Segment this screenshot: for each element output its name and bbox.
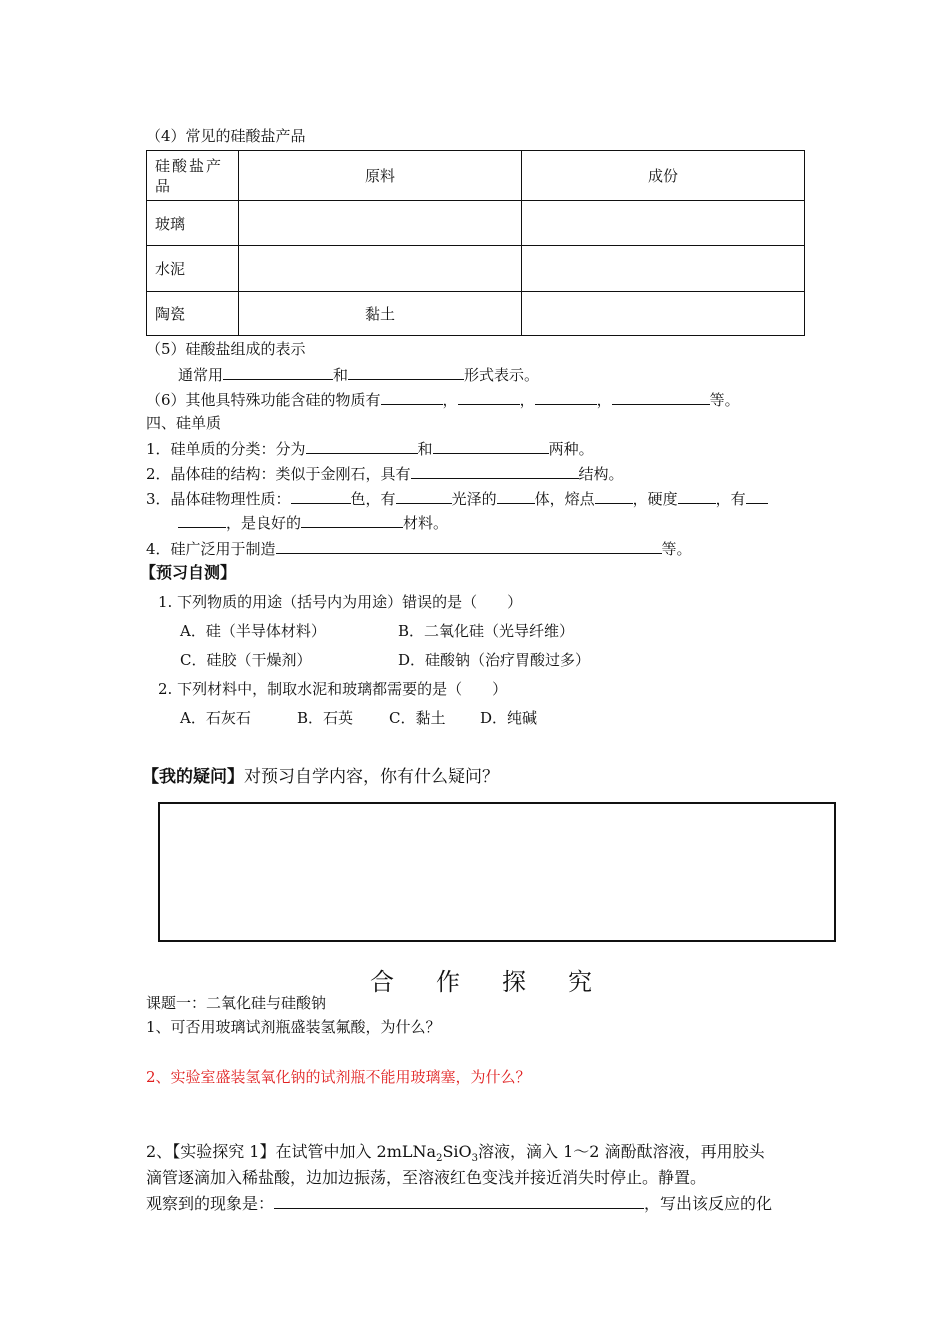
item-3-cont: ，是良好的 材料。 xyxy=(178,512,448,533)
part-4-title: 四、硅单质 xyxy=(146,414,222,432)
blank-8[interactable] xyxy=(301,512,403,528)
q2-stem: 2. 下列材料中，制取水泥和玻璃都需要的是（ ） xyxy=(158,680,508,698)
blank-1[interactable] xyxy=(381,389,443,405)
blank-1[interactable] xyxy=(306,438,418,454)
row-composition[interactable] xyxy=(522,292,805,336)
section-4-title: （4）常见的硅酸盐产品 xyxy=(146,127,306,145)
blank-2[interactable] xyxy=(458,389,520,405)
blank-1[interactable] xyxy=(223,364,333,380)
header-material: 原料 xyxy=(239,151,522,201)
q1-option-c[interactable]: C．硅胶（干燥剂） xyxy=(180,651,312,669)
topic-question-1: 1、可否用玻璃试剂瓶盛装氢氟酸，为什么？ xyxy=(146,1018,441,1036)
q1-option-a[interactable]: A．硅（半导体材料） xyxy=(180,622,326,640)
blank-1[interactable] xyxy=(276,538,662,554)
self-test-title: 【预习自测】 xyxy=(140,563,237,582)
header-composition: 成份 xyxy=(522,151,805,201)
section-6-line: （6）其他具特殊功能含硅的物质有 ， ， ， 等。 xyxy=(146,391,740,409)
blank-2[interactable] xyxy=(396,488,452,504)
row-product: 水泥 xyxy=(147,246,239,292)
q2-option-a[interactable]: A．石灰石 xyxy=(180,709,251,727)
row-material: 黏土 xyxy=(239,292,522,336)
blank-3[interactable] xyxy=(535,389,597,405)
table-header-row xyxy=(147,151,805,201)
item-3: 3．晶体硅物理性质： 色，有 光泽的 体，熔点 ，硬度 ，有 xyxy=(146,488,768,509)
row-product: 陶瓷 xyxy=(147,292,239,336)
cooperative-exploration-title: 合作探究 xyxy=(370,968,634,996)
item-2: 2．晶体硅的结构：类似于金刚石，具有 结构。 xyxy=(146,465,624,483)
topic-1-title: 课题一：二氧化硅与硅酸钠 xyxy=(146,994,327,1012)
doubt-line xyxy=(142,765,499,789)
item-4: 4．硅广泛用于制造 等。 xyxy=(146,540,692,558)
row-product: 玻璃 xyxy=(147,201,239,246)
item-1: 1．硅单质的分类：分为 和 两种。 xyxy=(146,440,594,458)
doubt-answer-box[interactable] xyxy=(158,802,836,942)
blank-4[interactable] xyxy=(612,389,710,405)
q2-option-d[interactable]: D．纯碱 xyxy=(480,709,538,727)
blank-6[interactable] xyxy=(746,488,768,504)
experiment-line-2: 滴管逐滴加入稀盐酸，边加边振荡，至溶液红色变浅并接近消失时停止。静置。 xyxy=(146,1168,707,1187)
row-material[interactable] xyxy=(239,201,522,246)
experiment-line-3: 观察到的现象是： ，写出该反应的化 xyxy=(146,1194,773,1213)
blank-4[interactable] xyxy=(595,488,633,504)
blank-2[interactable] xyxy=(348,364,464,380)
q2-option-b[interactable]: B．石英 xyxy=(297,709,354,727)
blank-2[interactable] xyxy=(433,438,549,454)
section-5-line: 通常用 和 形式表示。 xyxy=(178,366,540,384)
experiment-label: 【实验探究 1】 xyxy=(172,1142,276,1161)
doubt-text: 对预习自学内容，你有什么疑问？ xyxy=(244,767,499,787)
row-composition[interactable] xyxy=(522,246,805,292)
q1-option-d[interactable]: D．硅酸钠（治疗胃酸过多） xyxy=(398,651,591,669)
doubt-label: 【我的疑问】 xyxy=(142,767,244,787)
q2-option-c[interactable]: C．黏土 xyxy=(389,709,446,727)
header-product: 硅酸盐产品 xyxy=(147,151,239,201)
blank-5[interactable] xyxy=(678,488,716,504)
blank-3[interactable] xyxy=(497,488,535,504)
observation-blank[interactable] xyxy=(274,1193,644,1209)
row-material[interactable] xyxy=(239,246,522,292)
q1-option-b[interactable]: B．二氧化硅（光导纤维） xyxy=(398,622,575,640)
section-5-title: （5）硅酸盐组成的表示 xyxy=(146,340,306,358)
q1-stem: 1. 下列物质的用途（括号内为用途）错误的是（ ） xyxy=(158,593,523,611)
blank-1[interactable] xyxy=(291,488,351,504)
blank-1[interactable] xyxy=(411,463,579,479)
table-row xyxy=(147,292,805,336)
table-row xyxy=(147,246,805,292)
silicate-products-table xyxy=(146,150,805,336)
topic-question-2: 2、实验室盛装氢氧化钠的试剂瓶不能用玻璃塞，为什么？ xyxy=(146,1068,531,1086)
row-composition[interactable] xyxy=(522,201,805,246)
table-row xyxy=(147,201,805,246)
experiment-line-1: 2、【实验探究 1】在试管中加入 2mLNa$_2$SiO$_3$溶液，滴入 1～2 滴酚酞溶液，再用胶头 xyxy=(146,1142,765,1165)
blank-7[interactable] xyxy=(178,512,226,528)
